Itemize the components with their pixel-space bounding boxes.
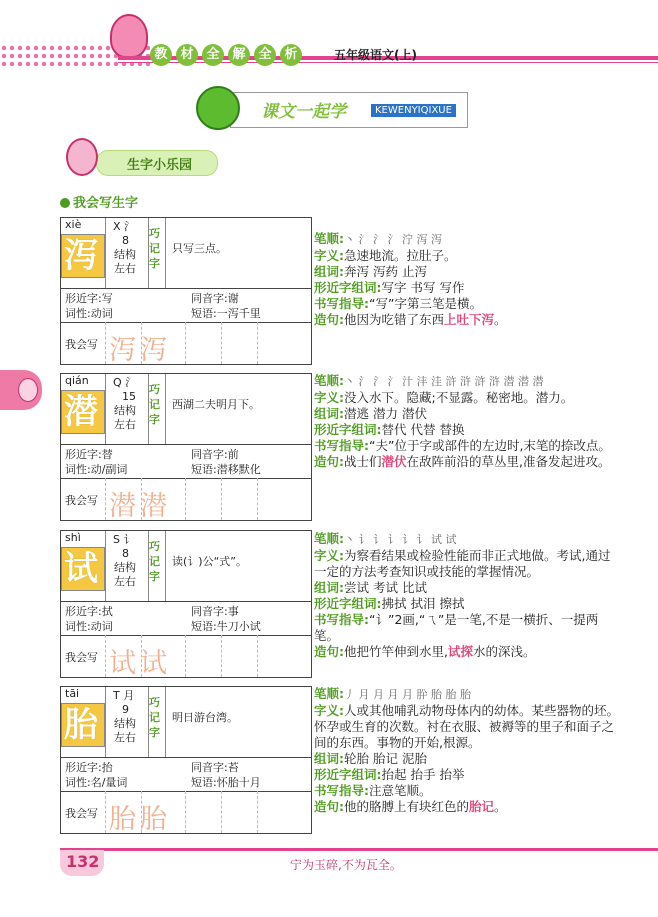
zaoju-highlight: 试探	[447, 644, 473, 659]
stroke-info	[105, 687, 149, 757]
char-card	[60, 686, 312, 834]
cixing-value: 动词	[90, 307, 113, 320]
stroke-info	[105, 218, 149, 288]
xingjin-label: 形近字:	[65, 292, 102, 305]
stroke-sequence: 丶 讠 讠 讠 讠 讠 试 试	[344, 533, 457, 546]
xingjin-label: 形近字:	[65, 448, 102, 461]
mnemonic-box	[165, 374, 312, 444]
ziyi-label: 字义:	[314, 703, 344, 718]
bishun-label: 笔顺:	[314, 373, 344, 388]
practice-label: 我会写	[65, 807, 98, 820]
xjzc-text: 抬起 抬手 抬举	[381, 767, 465, 782]
xjzc-text: 替代 代替 替换	[381, 422, 465, 437]
char-card	[60, 530, 312, 678]
stroke-order-line	[314, 231, 620, 248]
stroke-sequence: 丶 氵 氵 氵 汁 沣 洼 浒 浒 浒 浒 潜 潜 潜	[344, 375, 544, 388]
ziyi-label: 字义:	[314, 390, 344, 405]
card-header-row	[61, 374, 311, 445]
shuxie-label: 书写指导:	[314, 612, 369, 627]
char-box	[61, 547, 105, 591]
header-title-char: 全	[202, 44, 224, 66]
char-box	[61, 390, 105, 434]
zaoju-highlight: 上吐下泻	[444, 312, 495, 327]
card-header-row	[61, 531, 311, 602]
card-header-row	[61, 687, 311, 758]
mnemonic-box	[165, 531, 312, 601]
shuxie-label: 书写指导:	[314, 438, 369, 453]
shuxie-text: “讠”2画,“ㄟ”是一笔,不是一横折、一提两笔。	[314, 612, 599, 643]
practice-chars: 试试	[109, 648, 171, 679]
card-info-row	[61, 444, 311, 479]
structure-value: 左右	[114, 418, 136, 431]
cixing-value: 名/量词	[90, 776, 128, 789]
stroke-order-line	[314, 531, 620, 548]
card-info-row	[61, 757, 311, 792]
pinyin: tāi	[65, 687, 80, 700]
shuxie-label: 书写指导:	[314, 783, 369, 798]
footer-rule	[60, 848, 658, 851]
zuci-text: 奔泻 泻药 止泻	[344, 264, 427, 279]
big-char: 胎	[64, 705, 98, 745]
shuxie-text: “夫”位于字或部件的左边时,末笔的捺改点。	[369, 438, 611, 453]
bishun-label: 笔顺:	[314, 686, 344, 701]
monster-mascot-icon	[196, 86, 240, 130]
bishun-label: 笔顺:	[314, 531, 344, 546]
page-number: 132	[66, 852, 100, 871]
duanyu-value: 牛刀小试	[216, 620, 261, 633]
xjzc-label: 形近字组词:	[314, 422, 382, 437]
zuci-label: 组词:	[314, 580, 344, 595]
practice-row	[61, 322, 311, 364]
tongyin-value: 谢	[227, 292, 239, 305]
mnemonic-label: 巧记字	[149, 227, 160, 270]
header-title-char: 解	[228, 44, 250, 66]
stroke-count: 8	[122, 547, 129, 560]
page-number-tab	[60, 850, 104, 876]
cixing-value: 动词	[90, 620, 113, 633]
char-explanation	[314, 686, 620, 815]
stroke-sequence: 丶 氵 氵 氵 泞 泻 泻	[344, 233, 442, 246]
practice-row	[61, 635, 311, 677]
ziyi-label: 字义:	[314, 248, 344, 263]
header-title-char: 析	[280, 44, 302, 66]
zuci-label: 组词:	[314, 406, 344, 421]
structure-label: 结构	[114, 248, 136, 261]
zaoju-highlight: 潜伏	[381, 454, 407, 469]
ziyi-label: 字义:	[314, 548, 344, 563]
xingjin-label: 形近字:	[65, 605, 102, 618]
zaoju-pre: 战士们	[344, 454, 382, 469]
radical-index: S 讠	[113, 533, 135, 546]
shuxie-text: 注意笔顺。	[369, 783, 432, 798]
char-box	[61, 703, 105, 747]
stroke-order-line	[314, 686, 620, 703]
header-title-char: 全	[254, 44, 276, 66]
xingjin-value: 写	[101, 292, 113, 305]
zaoju-label: 造句:	[314, 454, 344, 469]
duanyu-label: 短语:	[191, 463, 217, 476]
zaoju-label: 造句:	[314, 644, 344, 659]
zaoju-label: 造句:	[314, 799, 344, 814]
cixing-label: 词性:	[65, 620, 91, 633]
stroke-count: 8	[122, 234, 129, 247]
banner-english: KEWENYIQIXUE	[371, 104, 456, 117]
stroke-sequence: 丿 月 月 月 月 肸 胎 胎 胎	[344, 688, 471, 701]
practice-chars: 潜潜	[109, 491, 171, 522]
stroke-info	[105, 374, 149, 444]
mnemonic-text: 只写三点。	[172, 242, 227, 255]
zaoju-pre: 他因为吃错了东西	[344, 312, 445, 327]
xingjin-label: 形近字:	[65, 761, 102, 774]
stroke-info	[105, 531, 149, 601]
char-explanation	[314, 531, 620, 660]
tongyin-label: 同音字:	[191, 761, 228, 774]
girl-mascot-icon	[66, 138, 98, 176]
zuci-text: 潜逃 潜力 潜伏	[344, 406, 427, 421]
big-char: 潜	[64, 392, 98, 432]
stroke-count: 15	[122, 390, 136, 403]
xingjin-value: 抬	[101, 761, 113, 774]
pinyin: qián	[65, 374, 89, 387]
practice-row	[61, 478, 311, 520]
mascot-icon	[110, 14, 148, 58]
practice-label: 我会写	[65, 494, 98, 507]
header-subtitle: 五年级语文(上)	[334, 48, 417, 62]
duanyu-label: 短语:	[191, 620, 217, 633]
mnemonic-box	[165, 687, 312, 757]
duanyu-label: 短语:	[191, 307, 217, 320]
section-badge-label: 生字小乐园	[127, 158, 193, 173]
mnemonic-text: 明日游台湾。	[172, 711, 238, 724]
banner-title: 课文一起学	[261, 102, 346, 122]
structure-label: 结构	[114, 717, 136, 730]
mnemonic-label: 巧记字	[149, 696, 160, 739]
footer-motto: 宁为玉碎,不为瓦全。	[290, 858, 402, 872]
practice-chars: 胎胎	[109, 804, 171, 835]
structure-label: 结构	[114, 561, 136, 574]
char-card	[60, 217, 312, 365]
section-subhead: 我会写生字	[60, 192, 138, 211]
tongyin-label: 同音字:	[191, 605, 228, 618]
tongyin-value: 前	[227, 448, 239, 461]
xjzc-label: 形近字组词:	[314, 596, 382, 611]
zaoju-post: 水的深浅。	[473, 644, 536, 659]
tongyin-label: 同音字:	[191, 448, 228, 461]
zaoju-post: 。	[494, 799, 507, 814]
structure-label: 结构	[114, 404, 136, 417]
xingjin-value: 拭	[101, 605, 113, 618]
xjzc-label: 形近字组词:	[314, 280, 382, 295]
ziyi-text: 为察看结果或检验性能而非正式地做。考试,通过一定的方法考查知识或技能的掌握情况。	[314, 548, 611, 579]
big-char: 泻	[64, 236, 98, 276]
shuxie-label: 书写指导:	[314, 296, 369, 311]
zuci-text: 轮胎 胎记 泥胎	[344, 751, 427, 766]
ziyi-text: 没入水下。隐藏;不显露。秘密地。潜力。	[344, 390, 574, 405]
practice-label: 我会写	[65, 338, 98, 351]
practice-row	[61, 791, 311, 833]
stroke-count: 9	[122, 703, 129, 716]
zaoju-pre: 他把竹竿伸到水里,	[344, 644, 448, 659]
duanyu-value: 一泻千里	[216, 307, 261, 320]
structure-value: 左右	[114, 575, 136, 588]
xjzc-text: 写字 书写 写作	[381, 280, 465, 295]
mnemonic-text: 读(讠)公“式”。	[172, 555, 247, 568]
zaoju-highlight: 胎记	[469, 799, 495, 814]
card-header-row	[61, 218, 311, 289]
duanyu-value: 怀胎十月	[216, 776, 261, 789]
card-info-row	[61, 601, 311, 636]
zuci-text: 尝试 考试 比试	[344, 580, 427, 595]
zuci-label: 组词:	[314, 751, 344, 766]
zaoju-post: 在敌阵前沿的草丛里,准备发起进攻。	[406, 454, 611, 469]
practice-label: 我会写	[65, 651, 98, 664]
card-info-row	[61, 288, 311, 323]
duanyu-value: 潜移默化	[216, 463, 261, 476]
duanyu-label: 短语:	[191, 776, 217, 789]
xingjin-value: 替	[101, 448, 113, 461]
structure-value: 左右	[114, 262, 136, 275]
char-explanation	[314, 231, 620, 328]
xjzc-text: 拂拭 拭泪 擦拭	[381, 596, 465, 611]
tongyin-label: 同音字:	[191, 292, 228, 305]
mnemonic-text: 西湖二夫明月下。	[172, 398, 260, 411]
structure-value: 左右	[114, 731, 136, 744]
mnemonic-label: 巧记字	[149, 540, 160, 583]
xjzc-label: 形近字组词:	[314, 767, 382, 782]
mnemonic-box	[165, 218, 312, 288]
section-badge	[96, 150, 218, 176]
practice-chars: 泻泻	[109, 335, 171, 366]
pinyin: xiè	[65, 218, 82, 231]
cixing-label: 词性:	[65, 463, 91, 476]
cixing-label: 词性:	[65, 307, 91, 320]
tongyin-value: 苔	[227, 761, 239, 774]
cixing-value: 动/副词	[90, 463, 128, 476]
shuxie-text: “写”字第三笔是横。	[369, 296, 482, 311]
radical-index: T 月	[113, 689, 135, 702]
zaoju-label: 造句:	[314, 312, 344, 327]
big-char: 试	[64, 549, 98, 589]
tongyin-value: 事	[227, 605, 239, 618]
zaoju-post: 。	[494, 312, 507, 327]
mnemonic-label: 巧记字	[149, 383, 160, 426]
char-card	[60, 373, 312, 521]
zuci-label: 组词:	[314, 264, 344, 279]
ziyi-text: 人或其他哺乳动物母体内的幼体。某些器物的坯。怀孕或生育的次数。衬在衣服、被褥等的里子和面子之间的东西。事物的开始,根源。	[314, 703, 620, 750]
char-box	[61, 234, 105, 278]
zaoju-pre: 他的胳膊上有块红色的	[344, 799, 470, 814]
bishun-label: 笔顺:	[314, 231, 344, 246]
lesson-banner	[230, 92, 468, 128]
header-title-char: 教	[150, 44, 172, 66]
radical-index: Q 氵	[113, 376, 137, 389]
header-title-char: 材	[176, 44, 198, 66]
pinyin: shì	[65, 531, 81, 544]
ziyi-text: 急速地流。拉肚子。	[344, 248, 457, 263]
char-explanation	[314, 373, 620, 470]
stroke-order-line	[314, 373, 620, 390]
radical-index: X 氵	[113, 220, 136, 233]
side-tab-mascot-icon	[0, 370, 42, 410]
cixing-label: 词性:	[65, 776, 91, 789]
